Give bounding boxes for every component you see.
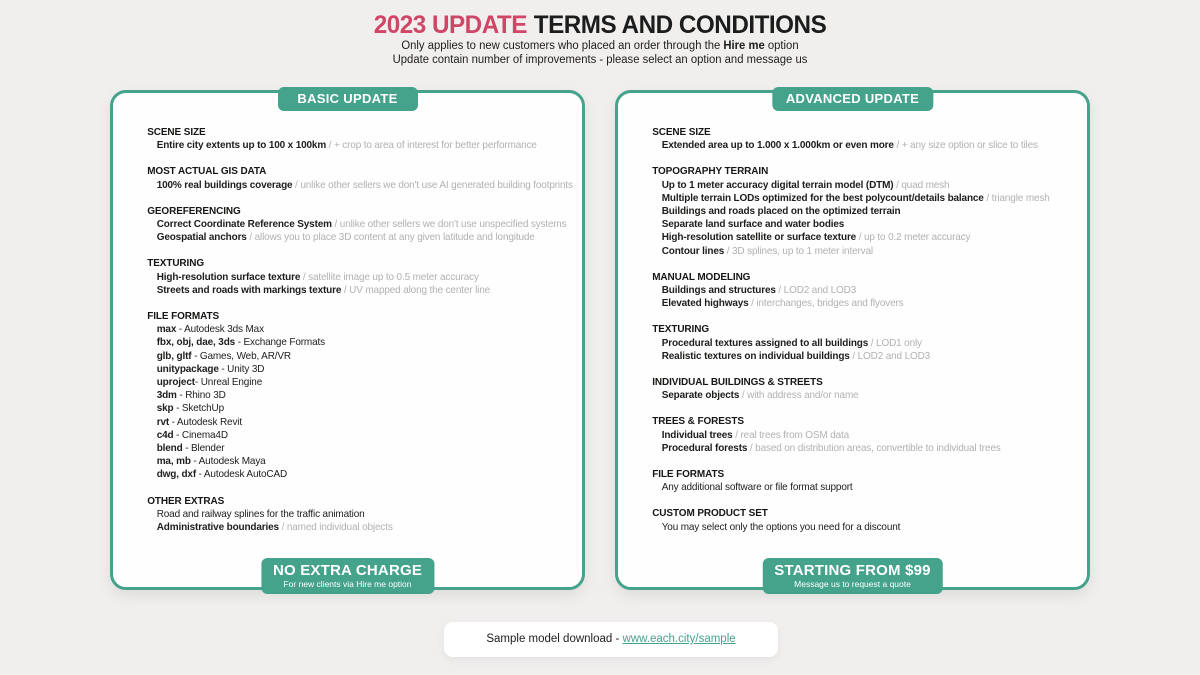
section xyxy=(652,507,1054,533)
feature-line xyxy=(652,481,1054,494)
feature-line xyxy=(652,297,1054,310)
feature-desc: - Autodesk AutoCAD xyxy=(196,468,288,481)
feature-line xyxy=(652,284,1054,297)
feature-desc: - Exchange Formats xyxy=(235,336,325,349)
slash-separator: / xyxy=(341,283,350,296)
slash-separator: / xyxy=(856,231,864,244)
feature-desc: - Autodesk Maya xyxy=(190,455,266,468)
section-heading: TOPOGRAPHY TERRAIN xyxy=(652,165,769,178)
slash-separator: / xyxy=(849,349,858,362)
feature-main: Separate land surface and water bodies xyxy=(661,218,845,231)
feature-desc: - Rhino 3D xyxy=(176,389,226,402)
feature-detail: named individual objects xyxy=(286,521,393,534)
feature-main: unitypackage xyxy=(156,362,219,375)
feature-line xyxy=(652,192,1054,205)
section xyxy=(147,495,549,535)
section-heading: OTHER EXTRAS xyxy=(147,494,225,507)
feature-main: blend xyxy=(156,442,183,455)
feature-detail: 3D splines, up to 1 meter interval xyxy=(732,244,874,257)
feature-main: 3dm xyxy=(156,389,177,402)
feature-detail: LOD1 only xyxy=(876,336,922,349)
feature-main: fbx, obj, dae, 3ds xyxy=(156,336,236,349)
feature-line xyxy=(147,521,549,534)
feature-line xyxy=(147,139,549,152)
advanced-footer-badge xyxy=(762,558,942,594)
feature-detail: unlike other sellers we don't use unspecified systems xyxy=(339,218,567,231)
footer-badge-subtitle: For new clients via Hire me option xyxy=(283,579,412,589)
slash-separator: / xyxy=(300,270,309,283)
feature-main: Elevated highways xyxy=(661,297,749,310)
section-heading: SCENE SIZE xyxy=(652,126,711,138)
footer-badge-title: STARTING FROM $99 xyxy=(774,562,931,579)
feature-main: rvt xyxy=(156,415,170,428)
subtitle-line-2: Update contain number of improvements - please select an option and message us xyxy=(392,53,808,66)
feature-line xyxy=(147,218,567,231)
feature-main: uproject xyxy=(156,376,195,389)
feature-line xyxy=(147,402,549,415)
section-heading: INDIVIDUAL BUILDINGS & STREETS xyxy=(652,376,823,389)
feature-main: You may select only the options you need for a discount xyxy=(661,520,901,533)
feature-line xyxy=(147,376,549,389)
basic-update-badge: BASIC UPDATE xyxy=(278,87,418,111)
feature-main: Road and railway splines for the traffic animation xyxy=(156,507,365,520)
feature-line xyxy=(147,323,549,336)
feature-line xyxy=(147,231,549,244)
feature-main: Procedural textures assigned to all buildings xyxy=(661,336,869,349)
footer-badge-subtitle: Message us to request a quote xyxy=(794,579,911,589)
feature-line xyxy=(652,442,1054,455)
slash-separator: / xyxy=(739,389,748,402)
feature-main: Contour lines xyxy=(661,244,725,257)
feature-detail: triangle mesh xyxy=(991,191,1050,204)
section xyxy=(652,165,1054,257)
slash-separator: / xyxy=(775,284,784,297)
feature-line xyxy=(652,231,1054,244)
feature-main: High-resolution surface texture xyxy=(156,270,301,283)
feature-line xyxy=(147,284,549,297)
subtitle-1-post: option xyxy=(764,40,799,52)
title-accent: 2023 UPDATE xyxy=(373,11,527,39)
feature-line xyxy=(652,521,1054,534)
sample-download-bar xyxy=(444,622,778,657)
feature-detail: allows you to place 3D content at any given latitude and longitude xyxy=(254,231,535,244)
feature-main: skp xyxy=(156,402,174,415)
feature-detail: real trees from OSM data xyxy=(740,428,850,441)
feature-main: Administrative boundaries xyxy=(156,521,279,534)
advanced-update-panel xyxy=(615,90,1090,590)
feature-line xyxy=(147,336,549,349)
section-heading: FILE FORMATS xyxy=(652,468,725,481)
slash-separator: / xyxy=(246,231,255,244)
feature-desc: - SketchUp xyxy=(173,402,225,415)
section xyxy=(652,323,1054,363)
slash-separator: / xyxy=(747,441,756,454)
feature-line xyxy=(147,429,549,442)
feature-detail: UV mapped along the center line xyxy=(349,283,491,296)
feature-main: Individual trees xyxy=(661,428,733,441)
feature-line xyxy=(147,416,549,429)
feature-detail: interchanges, bridges and flyovers xyxy=(756,297,904,310)
feature-line xyxy=(147,271,549,284)
feature-detail: up to 0.2 meter accuracy xyxy=(863,231,971,244)
slash-separator: / xyxy=(868,336,877,349)
feature-desc: - Blender xyxy=(182,442,225,455)
feature-line xyxy=(652,179,1054,192)
feature-detail: satellite image up to 0.5 meter accuracy xyxy=(308,270,479,283)
feature-desc: - Unreal Engine xyxy=(194,376,263,389)
page-title xyxy=(18,11,1182,40)
feature-line xyxy=(147,350,549,363)
feature-desc: - Games, Web, AR/VR xyxy=(191,349,291,362)
feature-main: Buildings and roads placed on the optimized terrain xyxy=(661,205,901,218)
feature-main: Separate objects xyxy=(661,389,740,402)
feature-line xyxy=(147,455,549,468)
section xyxy=(652,126,1054,152)
feature-detail: with address and/or name xyxy=(747,389,859,402)
feature-desc: - Autodesk Revit xyxy=(169,415,243,428)
slash-separator: / xyxy=(893,178,902,191)
feature-line xyxy=(147,389,549,402)
feature-line xyxy=(147,508,549,521)
section-heading: GEOREFERENCING xyxy=(147,204,241,217)
feature-line xyxy=(652,429,1054,442)
header xyxy=(0,11,1200,67)
feature-main: Streets and roads with markings texture xyxy=(156,283,342,296)
feature-main: Any additional software or file format support xyxy=(661,481,853,494)
slash-separator: / xyxy=(326,139,334,152)
feature-line xyxy=(652,350,1054,363)
feature-detail: unlike other sellers we don't use AI generated building footprints xyxy=(300,178,573,191)
feature-line xyxy=(652,139,1054,152)
section-heading: TEXTURING xyxy=(147,257,204,270)
section xyxy=(147,126,549,152)
feature-detail: + crop to area of interest for better performance xyxy=(333,139,537,152)
footer-badge-title: NO EXTRA CHARGE xyxy=(272,562,423,579)
section xyxy=(147,257,549,297)
section-heading: MANUAL MODELING xyxy=(652,270,751,283)
feature-main: Extended area up to 1.000 x 1.000km or even more xyxy=(661,139,894,152)
feature-main: Multiple terrain LODs optimized for the best polycount/details balance xyxy=(661,191,984,204)
section-heading: SCENE SIZE xyxy=(147,126,206,138)
section xyxy=(652,415,1054,455)
slash-separator: / xyxy=(748,297,757,310)
slash-separator: / xyxy=(278,521,287,534)
slash-separator: / xyxy=(893,139,902,152)
feature-line xyxy=(652,205,1054,218)
feature-desc: - Cinema4D xyxy=(173,428,228,441)
feature-desc: - Autodesk 3ds Max xyxy=(176,323,264,336)
feature-main: Up to 1 meter accuracy digital terrain model (DTM) xyxy=(661,178,894,191)
feature-main: 100% real buildings coverage xyxy=(156,178,293,191)
section xyxy=(147,204,567,245)
panel-content xyxy=(113,126,573,547)
feature-line xyxy=(652,245,1054,258)
sample-download-link[interactable]: www.each.city/sample xyxy=(622,633,736,645)
feature-main: ma, mb xyxy=(156,455,191,468)
feature-main: c4d xyxy=(156,428,174,441)
feature-main: max xyxy=(156,323,177,336)
subtitle-line-1 xyxy=(12,40,1188,54)
section-heading: TEXTURING xyxy=(652,323,709,336)
subtitle-1-pre: Only applies to new customers who placed an order through the xyxy=(401,40,724,52)
section-heading: TREES & FORESTS xyxy=(652,415,744,428)
feature-line xyxy=(652,389,1054,402)
slash-separator: / xyxy=(331,218,340,231)
feature-detail: + any size option or slice to tiles xyxy=(901,139,1038,152)
section xyxy=(652,271,1054,311)
sample-download-label: Sample model download - xyxy=(486,633,623,645)
feature-line xyxy=(652,337,1054,350)
feature-desc: - Unity 3D xyxy=(218,362,265,375)
hire-me-label: Hire me xyxy=(723,40,765,52)
basic-update-panel xyxy=(110,90,585,590)
basic-footer-badge xyxy=(261,558,434,594)
section-heading: MOST ACTUAL GIS DATA xyxy=(147,165,267,178)
slash-separator: / xyxy=(983,191,992,204)
feature-main: glb, gltf xyxy=(156,349,192,362)
slash-separator: / xyxy=(724,244,733,257)
feature-main: Procedural forests xyxy=(661,441,748,454)
feature-line xyxy=(147,178,573,192)
feature-main: Entire city extents up to 100 x 100km xyxy=(156,139,327,152)
feature-line xyxy=(147,442,549,455)
feature-line xyxy=(147,468,549,481)
feature-detail: based on distribution areas, convertible to individual trees xyxy=(755,441,1001,454)
feature-detail: quad mesh xyxy=(901,178,950,191)
advanced-update-badge: ADVANCED UPDATE xyxy=(772,87,933,111)
title-main: TERMS AND CONDITIONS xyxy=(533,11,827,39)
slash-separator: / xyxy=(292,178,301,191)
section xyxy=(147,165,573,191)
feature-main: Buildings and structures xyxy=(661,284,776,297)
feature-detail: LOD2 and LOD3 xyxy=(783,284,857,297)
section-heading: FILE FORMATS xyxy=(147,310,220,323)
slash-separator: / xyxy=(732,428,741,441)
section xyxy=(147,310,549,482)
feature-main: Geospatial anchors xyxy=(156,231,247,244)
feature-main: Realistic textures on individual buildings xyxy=(661,349,850,362)
section xyxy=(652,468,1054,494)
section xyxy=(652,376,1054,402)
feature-main: Correct Coordinate Reference System xyxy=(156,218,332,231)
feature-line xyxy=(147,363,549,376)
feature-main: dwg, dxf xyxy=(156,468,197,481)
section-heading: CUSTOM PRODUCT SET xyxy=(652,507,768,520)
feature-detail: LOD2 and LOD3 xyxy=(857,349,931,362)
panel-content xyxy=(618,126,1064,547)
feature-main: High-resolution satellite or surface texture xyxy=(661,231,857,244)
feature-line xyxy=(652,218,1054,231)
